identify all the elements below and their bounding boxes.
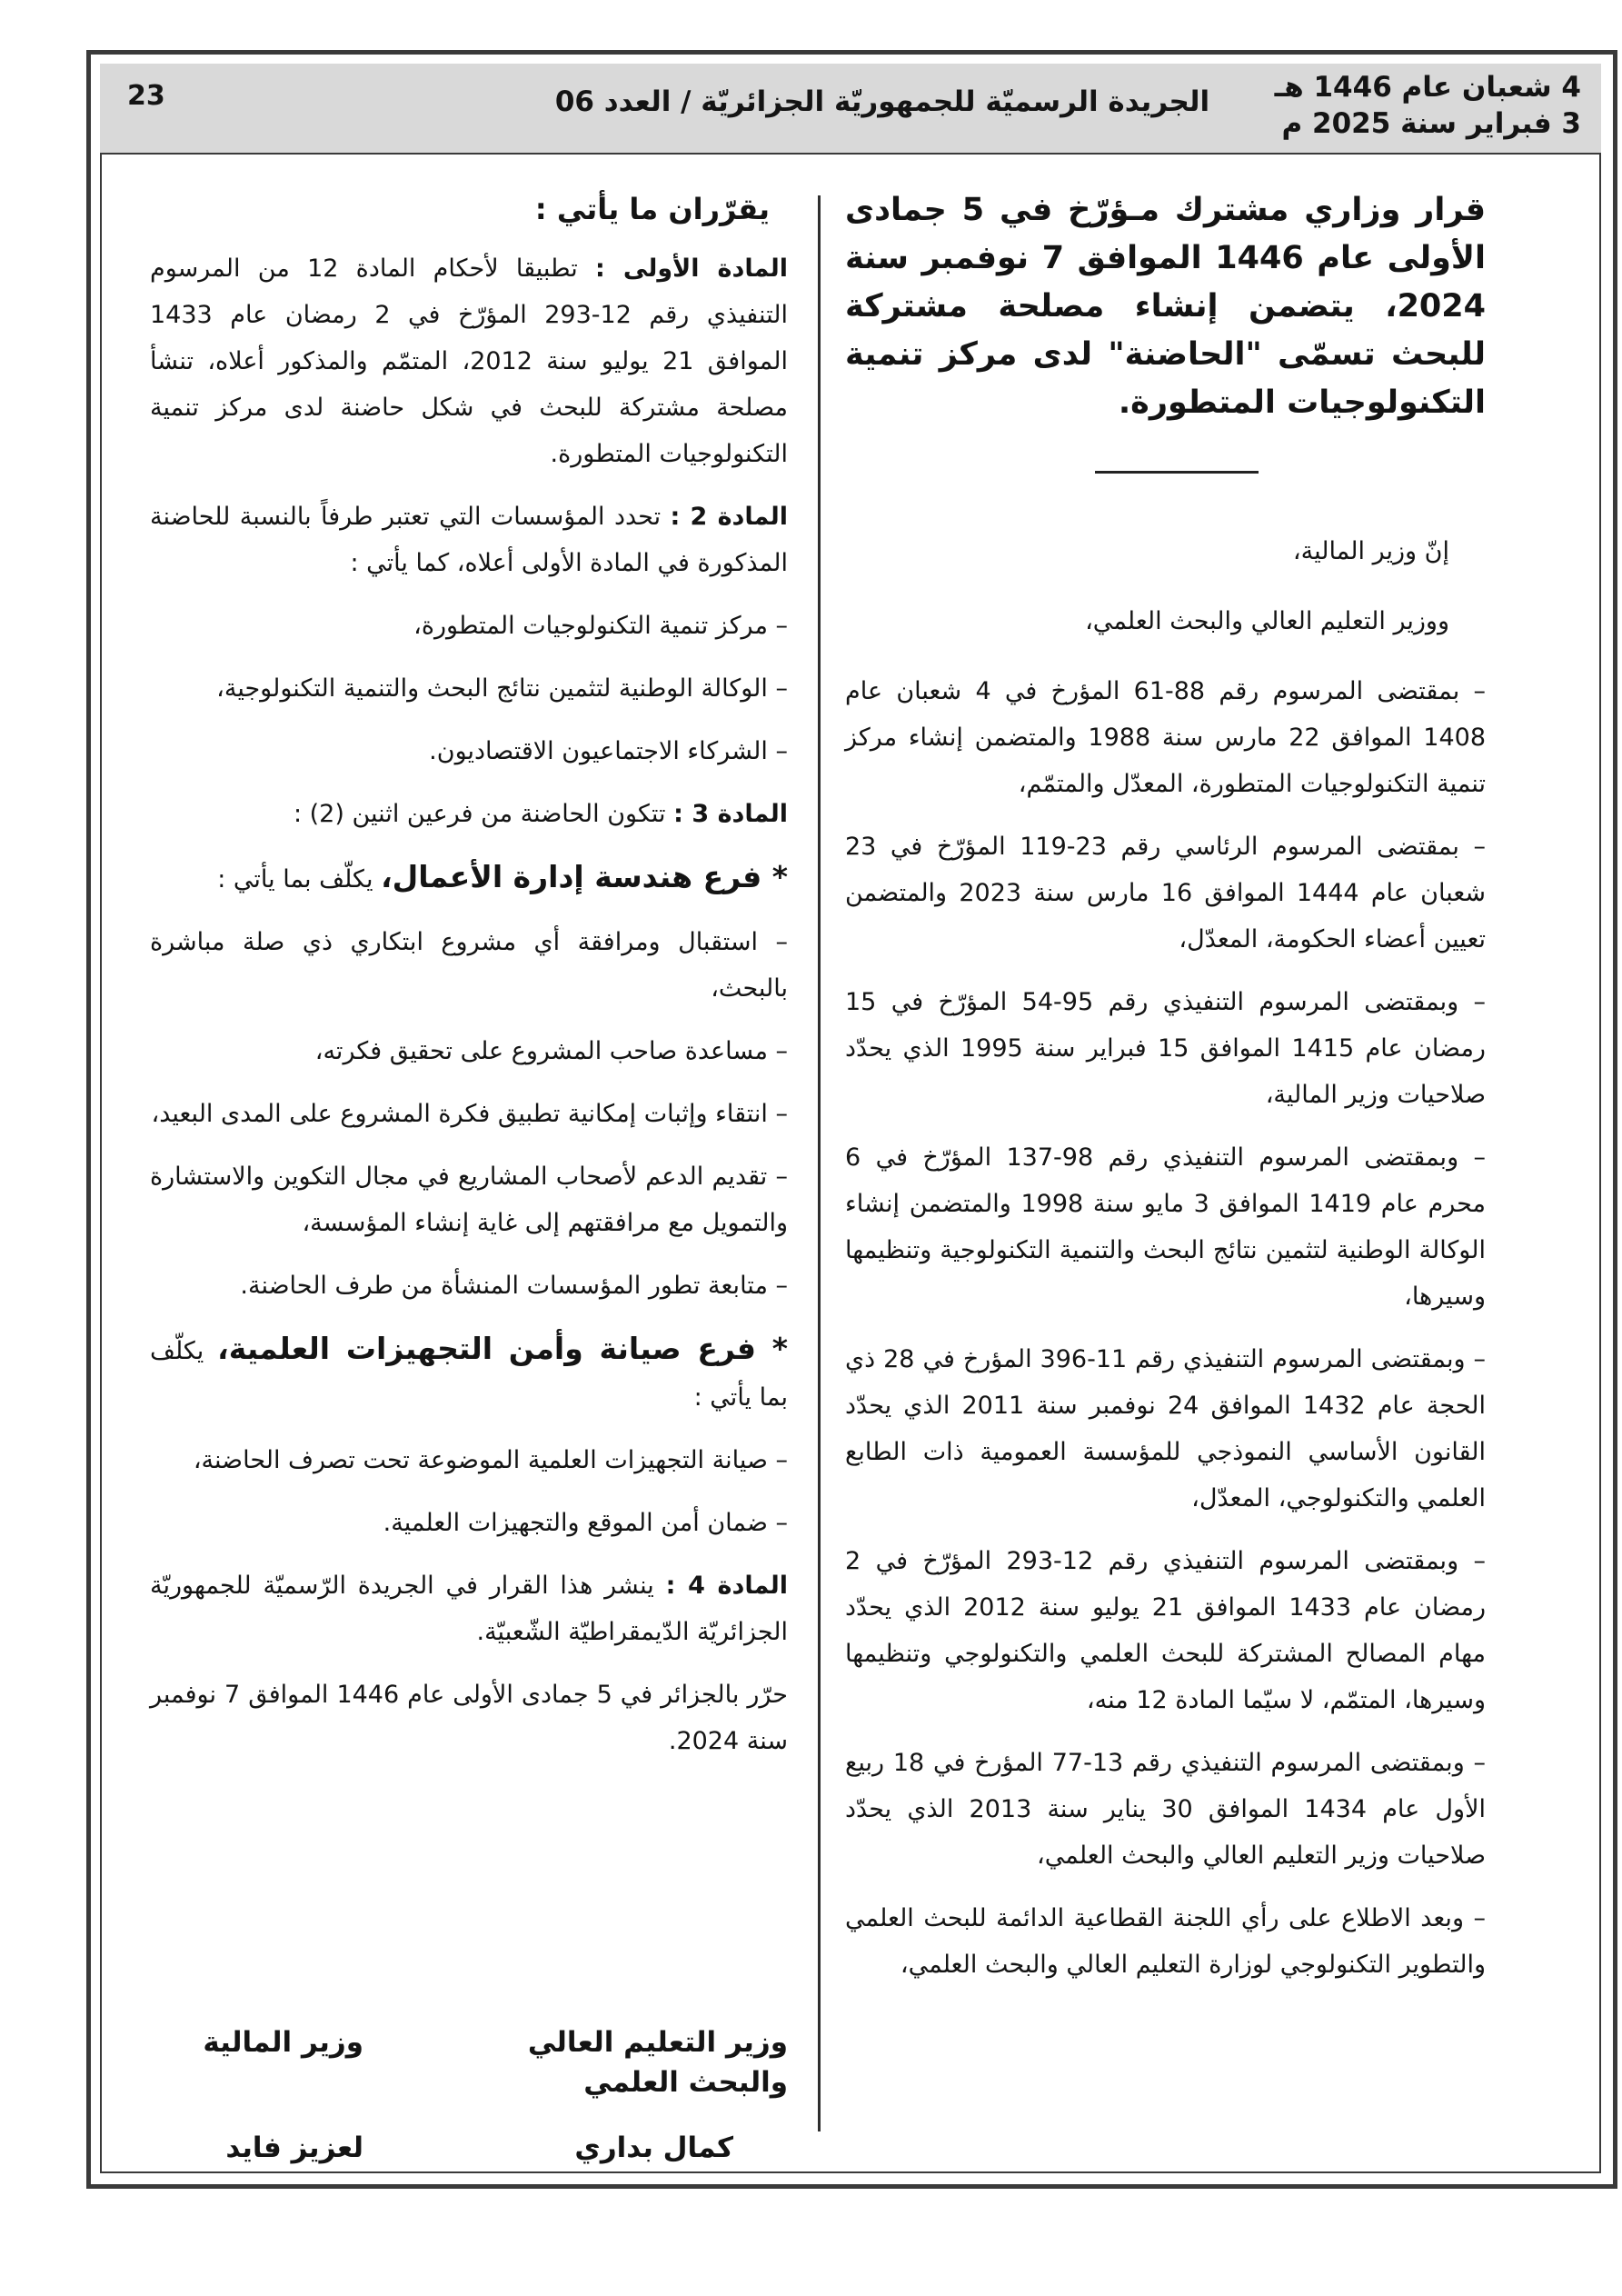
- branch-1-suffix: يكلّف بما يأتي :: [217, 865, 373, 893]
- list-item: – صيانة التجهيزات العلمية الموضوعة تحت تصرف الحاضنة،: [193, 1446, 788, 1474]
- branch-2-suffix: يكلّف بما يأتي :: [150, 1337, 788, 1412]
- visa-paragraph: – وبمقتضى المرسوم التنفيذي رقم 13-77 المؤرخ في 18 ربيع الأول عام 1434 الموافق 30 يناير سنة 2013 الذي يحدّد صلاحيات وزير التعليم العالي والبحث العلمي،: [845, 1749, 1487, 1870]
- list-item: – متابعة تطور المؤسسات المنشأة من طرف الحاضنة.: [240, 1272, 788, 1300]
- header-title: الجريدة الرسميّة للجمهوريّة الجزائريّة / العدد 06: [554, 85, 1210, 118]
- list-item: – استقبال ومرافقة أي مشروع ابتكاري ذي صلة مباشرة بالبحث،: [150, 928, 788, 1003]
- article-3: [150, 791, 788, 837]
- visa-paragraph: – وبمقتضى المرسوم التنفيذي رقم 12-293 المؤرّخ في 2 رمضان عام 1433 الموافق 21 يوليو سنة 2012 الذي يحدّد مهام المصالح المشتركة للبحث العلمي والتكنولوجي وتنظيمها وسيرها، المتمّم، لا سيّما المادة 12 منه،: [845, 1547, 1486, 1714]
- signature-higher-ed-title: وزير التعليم العالي والبحث العلمي: [527, 2026, 788, 2099]
- article-1-text: تطبيقا لأحكام المادة 12 من المرسوم التنفيذي رقم 12-293 المؤرّخ في 2 رمضان عام 1433 الموافق 21 يوليو سنة 2012، المتمّم والمذكور أعلاه، تنشأ مصلحة مشتركة للبحث في شكل حاضنة لدى مركز تنمية التكنولوجيات المتطورة.: [150, 255, 789, 468]
- list-item: – انتقاء وإثبات إمكانية تطبيق فكرة المشروع على المدى البعيد،: [151, 1100, 788, 1128]
- article-4-label: المادة 4 :: [665, 1572, 788, 1600]
- signature-finance: [154, 2022, 363, 2168]
- article-2-text: تحدد المؤسسات التي تعتبر طرفاً بالنسبة للحاضنة المذكورة في المادة الأولى أعلاه، كما يأتي :: [150, 503, 788, 577]
- minister-higher-ed-line: ووزير التعليم العالي والبحث العلمي،: [1085, 607, 1449, 635]
- title-separator: [1095, 471, 1259, 474]
- article-1: [150, 245, 788, 477]
- branch-2-title: * فرع صيانة وأمن التجهيزات العلمية،: [217, 1331, 788, 1366]
- minister-finance-line: إنّ وزير المالية،: [1292, 537, 1449, 565]
- left-column: [150, 186, 788, 1781]
- gazette-header: [100, 64, 1601, 155]
- signature-higher-ed: [515, 2022, 788, 2168]
- decide-heading: يقرّران ما يأتي :: [534, 192, 770, 226]
- column-divider: [818, 195, 821, 2131]
- decree-title: قرار وزاري مشترك مـؤرّخ في 5 جمادى الأولى عام 1446 الموافق 7 نوفمبر سنة 2024، يتضمن إنشاء مصلحة مشتركة للبحث تسمّى "الحاضنة" لدى مركز تنمية التكنولوجيات المتطورة.: [845, 192, 1487, 421]
- right-column: [845, 186, 1486, 2004]
- visa-paragraph: – بمقتضى المرسوم رقم 88-61 المؤرخ في 4 شعبان عام 1408 الموافق 22 مارس سنة 1988 والمتضمن إنشاء مركز تنمية التكنولوجيات المتطورة، المعدّل والمتمّم،: [845, 677, 1486, 798]
- signature-finance-title: وزير المالية: [203, 2026, 363, 2059]
- branch-1-title: * فرع هندسة إدارة الأعمال،: [381, 859, 788, 894]
- header-date-hijri: 4 شعبان عام 1446 هـ: [1274, 71, 1581, 104]
- visa-paragraph: – وبعد الاطلاع على رأي اللجنة القطاعية الدائمة للبحث العلمي والتطوير التكنولوجي لوزارة التعليم العالي والبحث العلمي،: [845, 1904, 1486, 1979]
- list-item: – تقديم الدعم لأصحاب المشاريع في مجال التكوين والاستشارة والتمويل مع مرافقتهم إلى غاية إنشاء المؤسسة،: [150, 1163, 788, 1237]
- branch-1-heading: [150, 854, 788, 903]
- list-item: – ضمان أمن الموقع والتجهيزات العلمية.: [383, 1509, 788, 1537]
- article-1-label: المادة الأولى :: [595, 255, 788, 283]
- article-3-text: تتكون الحاضنة من فرعين اثنين (2) :: [293, 800, 666, 828]
- visa-paragraph: – وبمقتضى المرسوم التنفيذي رقم 95-54 المؤرّخ في 15 رمضان عام 1415 الموافق 15 فبراير سنة 1995 الذي يحدّد صلاحيات وزير المالية،: [845, 988, 1486, 1109]
- branch-2-heading: [150, 1325, 788, 1421]
- header-date-gregorian: 3 فبراير سنة 2025 م: [1281, 107, 1581, 140]
- list-item: – الوكالة الوطنية لتثمين نتائج البحث والتنمية التكنولوجية،: [216, 674, 788, 703]
- article-4-text: ينشر هذا القرار في الجريدة الرّسميّة للجمهوريّة الجزائريّة الدّيمقراطيّة الشّعبيّة.: [150, 1572, 788, 1646]
- list-item: – مركز تنمية التكنولوجيات المتطورة،: [413, 612, 788, 640]
- visa-paragraph: – وبمقتضى المرسوم التنفيذي رقم 98-137 المؤرّخ في 6 محرم عام 1419 الموافق 3 مايو سنة 1998 والمتضمن إنشاء الوكالة الوطنية لتثمين نتائج البحث والتنمية التكنولوجية وتنظيمها وسيرها،: [845, 1143, 1486, 1311]
- signature-higher-ed-name: كمال بداري: [574, 2131, 733, 2164]
- article-3-label: المادة 3 :: [673, 800, 788, 828]
- visa-paragraph: – بمقتضى المرسوم الرئاسي رقم 23-119 المؤرّخ في 23 شعبان عام 1444 الموافق 16 مارس سنة 2023 والمتضمن تعيين أعضاء الحكومة، المعدّل،: [845, 833, 1486, 953]
- list-item: – مساعدة صاحب المشروع على تحقيق فكرته،: [314, 1037, 788, 1065]
- list-item: – الشركاء الاجتماعيون الاقتصاديون.: [429, 737, 788, 765]
- article-4: [150, 1562, 788, 1655]
- signature-finance-name: لعزيز فايد: [225, 2131, 363, 2164]
- done-at-line: حرّر بالجزائر في 5 جمادى الأولى عام 1446 الموافق 7 نوفمبر سنة 2024.: [150, 1681, 788, 1755]
- article-2-label: المادة 2 :: [670, 503, 789, 531]
- article-2: [150, 494, 788, 586]
- page-number: 23: [127, 80, 165, 112]
- visa-paragraph: – وبمقتضى المرسوم التنفيذي رقم 11-396 المؤرخ في 28 ذي الحجة عام 1432 الموافق 24 نوفمبر سنة 2011 الذي يحدّد القانون الأساسي النموذجي للمؤسسة العمومية ذات الطابع العلمي والتكنولوجي، المعدّل،: [845, 1345, 1486, 1512]
